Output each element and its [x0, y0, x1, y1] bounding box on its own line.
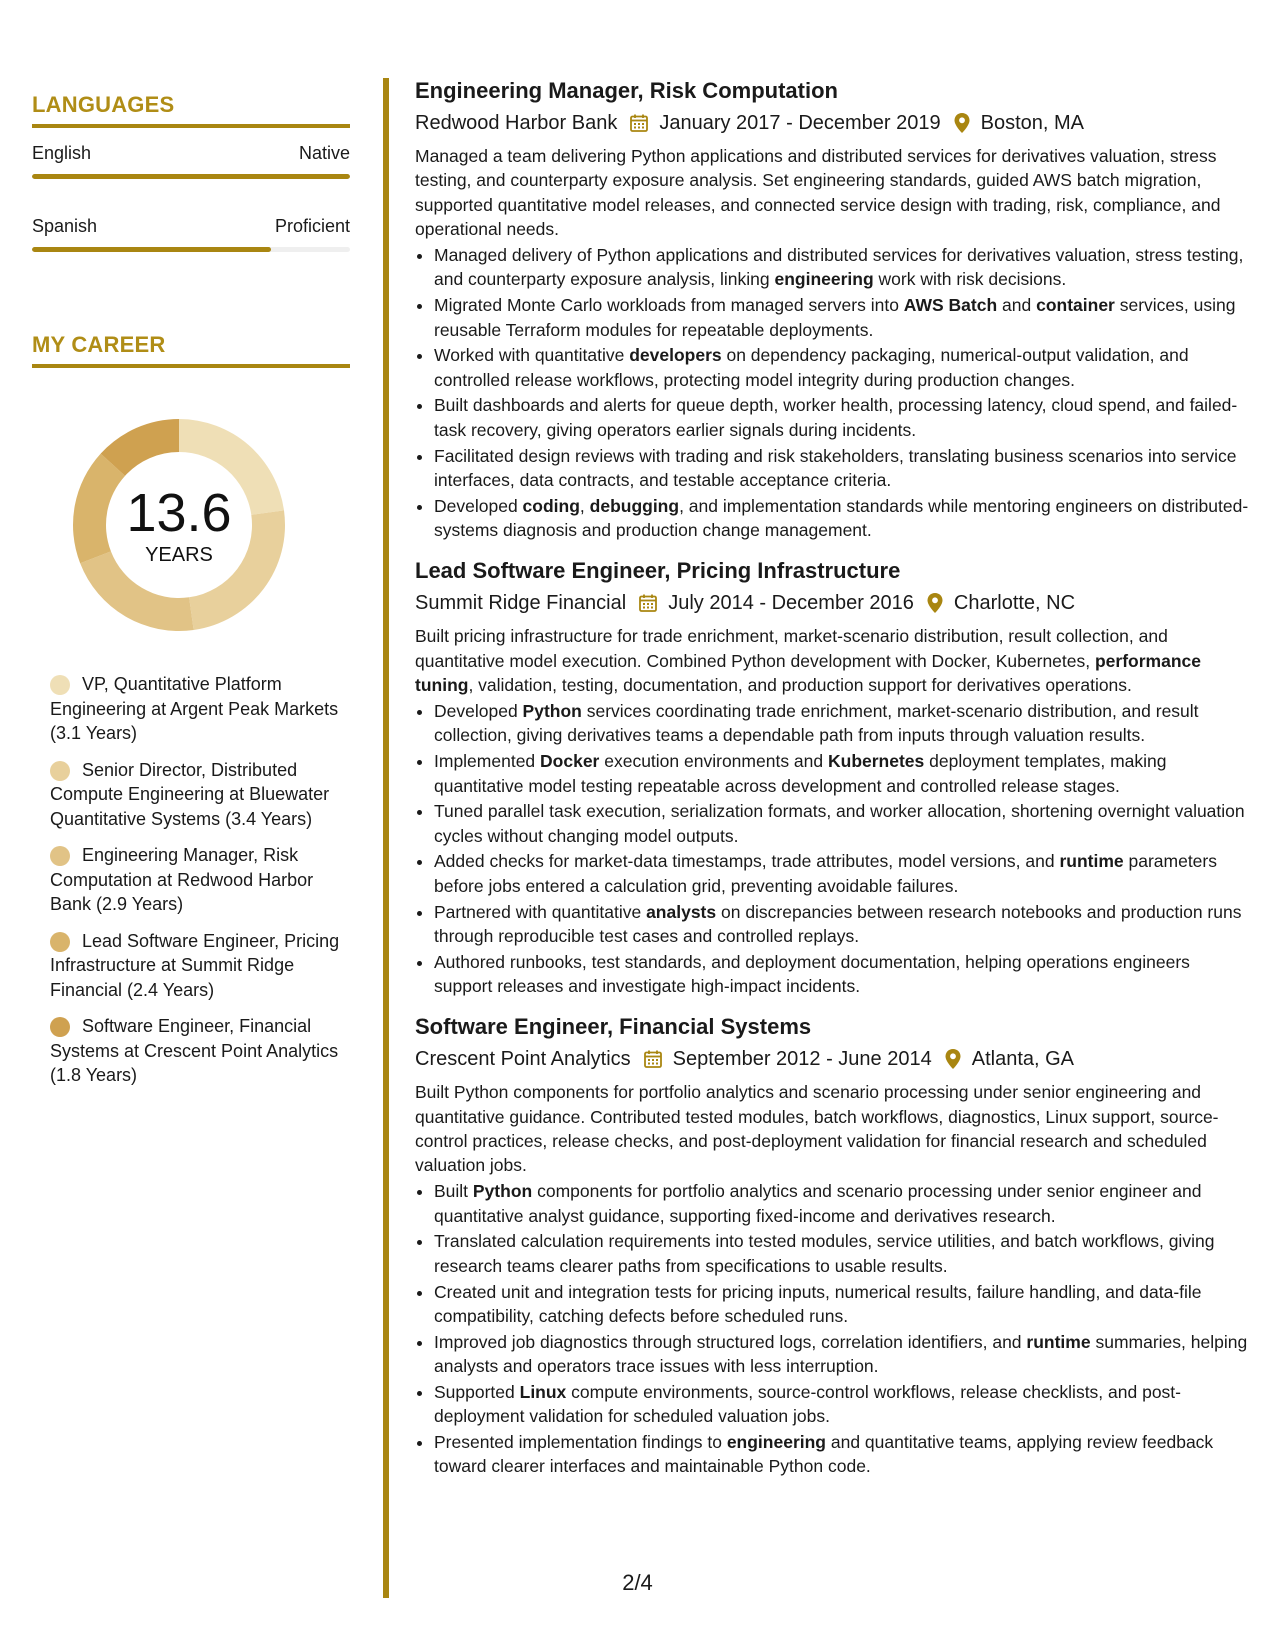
bold-keyword: runtime — [1059, 851, 1124, 872]
job-entry — [415, 1012, 1253, 1478]
text-run: Built pricing infrastructure for trade enrichment, market-scenario distribution, result collection, and quantitative model execution. Combined Python development with Docker, Kubernetes, — [415, 626, 1168, 671]
text-run: services coordinating trade enrichment, market-scenario distribution, and result collection, giving derivatives teams a dependable path from inputs through valuation results. — [434, 701, 1199, 746]
text-run: summaries, helping analysts and operators trace issues with less interruption. — [434, 1331, 1248, 1376]
job-title: Lead Software Engineer, Pricing Infrastructure — [415, 558, 901, 584]
legend-dot-icon — [50, 1017, 70, 1037]
text-run: Built — [434, 1181, 473, 1202]
text-run: Worked with quantitative — [434, 345, 630, 366]
legend-label: VP, Quantitative Platform Engineering at Argent Peak Markets (3.1 Years) — [50, 674, 339, 743]
bold-keyword: debugging — [589, 495, 680, 516]
calendar-icon — [629, 113, 649, 133]
experience-column — [415, 76, 1253, 1492]
text-run: on dependency packaging, numerical-output validation, and controlled release workflows, protecting model integrity during production changes. — [434, 345, 1189, 390]
career-legend-item — [50, 1014, 340, 1088]
text-run: Facilitated design reviews with trading and risk stakeholders, translating business scenarios into service interfaces, data contracts, and testable acceptance criteria. — [434, 445, 1237, 490]
career-total-years: 13.6 — [126, 483, 232, 543]
legend-dot-icon — [50, 675, 70, 695]
career-legend-item — [50, 929, 340, 1003]
donut-center — [66, 484, 292, 568]
legend-label: Lead Software Engineer, Pricing Infrastructure at Summit Ridge Financial (2.4 Years) — [50, 930, 340, 1000]
text-run: Migrated Monte Carlo workloads from managed servers into — [434, 295, 904, 316]
text-run: parameters before jobs entered a calculation grid, preventing avoidable failures. — [434, 851, 1217, 896]
job-bullet — [434, 849, 1253, 898]
job-bullet — [434, 1330, 1253, 1379]
bold-keyword: engineering — [774, 269, 874, 290]
bold-keyword: AWS Batch — [903, 295, 998, 316]
text-run: Created unit and integration tests for pricing inputs, numerical results, failure handling, and data-file compatibility, catching defects before scheduled runs. — [434, 1281, 1202, 1326]
job-meta — [415, 1044, 1253, 1074]
language-item — [32, 142, 350, 179]
bold-keyword: analysts — [646, 901, 717, 922]
language-level: Native — [298, 143, 350, 163]
text-run: work with risk decisions. — [873, 269, 1067, 290]
text-run: Presented implementation findings to — [434, 1431, 727, 1452]
text-run: services, using reusable Terraform modules for repeatable deployments. — [434, 295, 1236, 340]
job-summary: Built Python components for portfolio analytics and scenario processing under senior engineering and quantitative guidance. Contributed tested modules, batch workflows, diagnostics, Linux support, source-control practices, release checks, and post-deployment validation for financial research and scheduled valuation jobs. — [415, 1082, 1219, 1176]
job-meta — [415, 588, 1253, 618]
career-section — [32, 332, 350, 1088]
career-legend-item — [50, 843, 340, 917]
job-bullets — [415, 699, 1253, 998]
bold-keyword: performance tuning — [415, 650, 1201, 695]
job-company: Summit Ridge Financial — [415, 592, 627, 615]
career-legend — [50, 672, 340, 1088]
language-bar-fill — [32, 174, 350, 179]
left-column — [32, 92, 350, 1100]
calendar-icon — [638, 593, 658, 613]
languages-heading: LANGUAGES — [32, 92, 350, 128]
text-run: Built dashboards and alerts for queue depth, worker health, processing latency, cloud spend, and failed-task recovery, giving operators earlier signals during incidents. — [434, 395, 1238, 440]
job-location: Boston, MA — [980, 112, 1085, 134]
job-dates: July 2014 - December 2016 — [668, 592, 914, 615]
bold-keyword: Kubernetes — [828, 751, 925, 772]
job-bullet — [434, 444, 1253, 493]
job-bullet — [434, 243, 1253, 292]
bold-keyword: engineering — [726, 1431, 826, 1452]
text-run: and quantitative teams, applying review feedback toward clearer interfaces and maintainable Python code. — [434, 1431, 1214, 1477]
location-pin-icon — [953, 112, 971, 134]
text-run: and — [997, 295, 1037, 316]
column-divider — [383, 78, 389, 1598]
language-level: Proficient — [274, 216, 350, 236]
text-run: Supported — [434, 1381, 520, 1402]
job-meta — [415, 108, 1253, 138]
job-bullet — [434, 1430, 1253, 1479]
career-donut-chart — [66, 412, 292, 638]
text-run: Translated calculation requirements into tested modules, service utilities, and batch workflows, giving research teams clearer paths from specifications to usable results. — [434, 1231, 1215, 1276]
language-item — [32, 215, 350, 252]
bold-keyword: Docker — [540, 751, 600, 772]
language-bar-fill — [32, 247, 271, 252]
bold-keyword: developers — [629, 345, 722, 366]
job-company: Crescent Point Analytics — [415, 1048, 631, 1071]
job-title: Engineering Manager, Risk Computation — [415, 78, 838, 103]
career-legend-item — [50, 758, 340, 832]
job-dates: September 2012 - June 2014 — [672, 1048, 932, 1071]
text-run: Developed — [434, 495, 523, 516]
job-bullet — [434, 699, 1253, 748]
job-company: Redwood Harbor Bank — [415, 112, 618, 134]
bold-keyword: coding — [522, 495, 580, 516]
job-bullet — [434, 1380, 1253, 1429]
job-dates: January 2017 - December 2019 — [659, 112, 941, 134]
job-entry — [415, 76, 1253, 542]
bold-keyword: Python — [522, 701, 582, 722]
job-bullet — [434, 494, 1253, 543]
bold-keyword: runtime — [1026, 1331, 1091, 1352]
legend-label: Senior Director, Distributed Compute Engineering at Bluewater Quantitative Systems (3.4 Years) — [50, 759, 330, 829]
language-name: English — [32, 143, 92, 163]
bold-keyword: container — [1036, 295, 1115, 316]
text-run: Improved job diagnostics through structured logs, correlation identifiers, and — [434, 1331, 1027, 1352]
job-bullet — [434, 1229, 1253, 1278]
text-run: Authored runbooks, test standards, and deployment documentation, helping operations engineers support releases and investigate high-impact incidents. — [434, 951, 1190, 996]
job-bullet — [434, 749, 1253, 798]
page-number: 2/4 — [622, 1570, 653, 1595]
job-bullet — [434, 293, 1253, 342]
text-run: Tuned parallel task execution, serialization formats, and worker allocation, shortening overnight valuation cycles without changing model outputs. — [434, 801, 1245, 846]
text-run: compute environments, source-control workflows, release checklists, and post-deployment validation for scheduled valuation jobs. — [434, 1381, 1182, 1427]
text-run: execution environments and — [599, 751, 828, 772]
text-run: Implemented — [434, 751, 541, 772]
text-run: deployment templates, making quantitative model testing repeatable across development and controlled release stages. — [434, 751, 1167, 796]
bold-keyword: Python — [472, 1181, 533, 1202]
language-bar — [32, 174, 350, 179]
job-bullets — [415, 1179, 1253, 1478]
job-bullet — [434, 799, 1253, 848]
job-entry — [415, 556, 1253, 998]
job-bullet — [434, 343, 1253, 392]
legend-dot-icon — [50, 932, 70, 952]
location-pin-icon — [944, 1048, 962, 1070]
text-run: , validation, testing, documentation, and production support for derivatives operations. — [468, 674, 1132, 695]
calendar-icon — [643, 1049, 663, 1069]
language-bar — [32, 247, 350, 252]
text-run: , and implementation standards while mentoring engineers on distributed-systems diagnosis and production change management. — [434, 495, 1249, 540]
legend-dot-icon — [50, 761, 70, 781]
text-run: Partnered with quantitative — [434, 901, 647, 922]
job-bullet — [434, 393, 1253, 442]
career-legend-item — [50, 672, 340, 746]
text-run: Managed delivery of Python applications and distributed services for derivatives valuation, stress testing, and counterparty exposure analysis, linking — [434, 245, 1244, 290]
job-bullets — [415, 243, 1253, 542]
job-bullet — [434, 1280, 1253, 1329]
text-run: Developed — [434, 701, 523, 722]
text-run: components for portfolio analytics and scenario processing under senior engineer and quantitative analyst guidance, supporting fixed-income and derivatives research. — [434, 1181, 1202, 1226]
career-heading: MY CAREER — [32, 332, 350, 368]
job-bullet — [434, 900, 1253, 949]
location-pin-icon — [926, 592, 944, 614]
job-title: Software Engineer, Financial Systems — [415, 1014, 812, 1040]
job-summary — [415, 624, 1253, 697]
job-location: Charlotte, NC — [953, 592, 1076, 615]
bold-keyword: Linux — [519, 1381, 567, 1402]
text-run: , — [579, 495, 590, 516]
language-name: Spanish — [32, 216, 98, 236]
job-summary: Managed a team delivering Python applications and distributed services for derivatives valuation, stress testing, and counterparty exposure analysis. Set engineering standards, guided AWS batch migration, supported quantitative model releases, and connected service design with trading, risk, compliance, and operational needs. — [415, 146, 1221, 239]
job-bullet — [434, 1179, 1253, 1228]
text-run: on discrepancies between research notebooks and production runs through reproducible test cases and controlled replays. — [434, 901, 1242, 946]
career-total-unit: YEARS — [145, 544, 213, 566]
legend-label: Engineering Manager, Risk Computation at Redwood Harbor Bank (2.9 Years) — [50, 845, 314, 914]
job-location: Atlanta, GA — [971, 1048, 1075, 1071]
legend-label: Software Engineer, Financial Systems at Crescent Point Analytics (1.8 Years) — [50, 1016, 339, 1085]
legend-dot-icon — [50, 846, 70, 866]
job-bullet — [434, 950, 1253, 999]
text-run: Added checks for market-data timestamps, trade attributes, model versions, and — [434, 851, 1060, 872]
